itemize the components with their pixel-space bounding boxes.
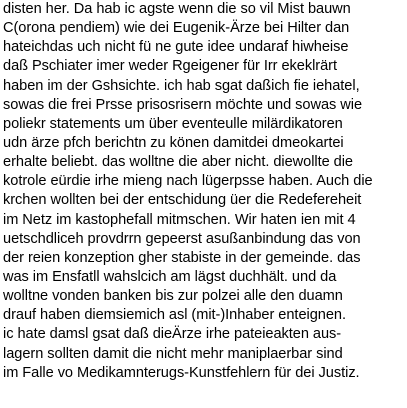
text-line: haben im der Gshsichte. ich hab sgat daßich fie iehatel, [3, 77, 360, 94]
text-line: drauf haben diemsiemich asl (mit-)Inhaber enteignen. [3, 307, 346, 324]
text-line: C(orona pendiem) wie dei Eugenik-Ärze bei Hilter dan [3, 20, 350, 37]
text-line: kotrole eürdie irhe mieng nach lügerpsse haben. Auch die [3, 173, 373, 190]
text-line: wolltne vonden banken bis zur polzei alle den duamn [3, 288, 343, 305]
text-line: im Falle vo Medikamnterugs-Kunstfehlern für dei Justiz. [3, 364, 360, 381]
text-line: ic hate damsl gsat daß dieÄrze irhe pateieakten aus- [3, 326, 342, 343]
text-line: uetschdliceh provdrrn gepeerst asußanbindung das von [3, 230, 361, 247]
document-page [3, 0, 405, 408]
text-line: erhalte beliebt. das wolltne die aber nicht. diewollte die [3, 154, 354, 171]
text-line: disten her. Da hab ic agste wenn die so vil Mist bauwn [3, 1, 351, 17]
text-line: im Netz im kastophefall mitmschen. Wir haten ien mit 4 [3, 211, 356, 228]
text-line: sowas die frei Prsse prisosrisern möchte und sowas wie [3, 96, 363, 113]
text-line: hateichdas uch nicht fü ne gute idee undaraf hiwheise [3, 39, 349, 56]
text-line: der reien konzeption gher stabiste in der gemeinde. das [3, 249, 361, 266]
text-line: daß Pschiater imer weder Rgeigener für Irr ekeklrärt [3, 58, 337, 75]
text-line: udn ärze pfch berichtn zu könen damitdei dmeokartei [3, 134, 344, 151]
text-line: lagern sollten damit die nicht mehr maniplaerbar sind [3, 345, 343, 362]
text-line: krchen wollten bei der entschidung üer die Redefereheit [3, 192, 362, 209]
text-line: was im Ensfatll wahslcich am lägst duchhält. und da [3, 268, 337, 285]
text-line: poliekr statements um über eventeulle milärdikatoren [3, 115, 343, 132]
